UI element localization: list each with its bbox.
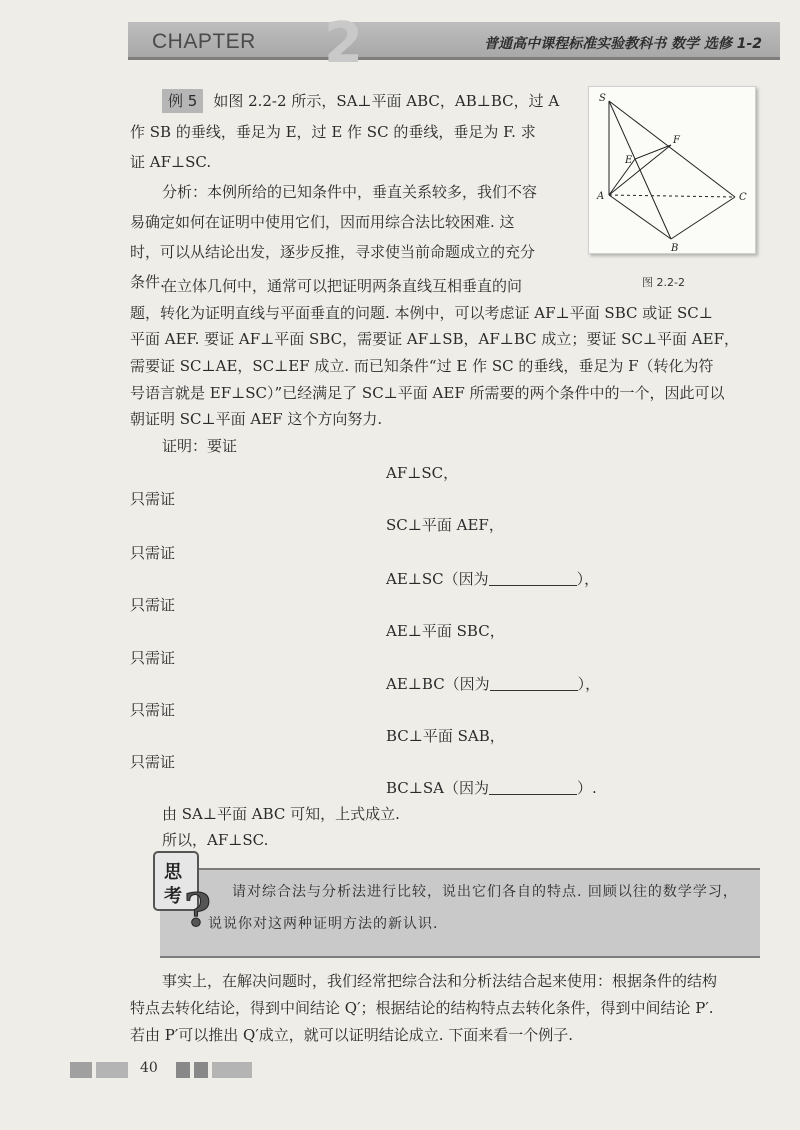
analysis-line-2: 易确定如何在证明中使用它们，因而用综合法比较困难. 这: [130, 213, 515, 231]
edge-SC: [609, 101, 735, 197]
analysis-line-4: 条件.: [130, 273, 165, 291]
footer-bar: [96, 1062, 128, 1078]
analysis-line-3: 时，可以从结论出发，逐步反推，寻求使当前命题成立的充分: [130, 243, 536, 261]
example-tag: 例 5: [162, 89, 203, 113]
example-line-2: 作 SB 的垂线，垂足为 E，过 E 作 SC 的垂线，垂足为 F. 求: [130, 123, 536, 141]
para2-line-1: 在立体几何中，通常可以把证明两条直线互相垂直的问: [162, 277, 523, 295]
proof-step-2: SC⊥平面 AEF，: [386, 516, 504, 534]
svg-text:考: 考: [164, 886, 182, 907]
footer-bar: [176, 1062, 190, 1078]
need-label-4: 只需证: [130, 649, 176, 667]
para2-line-4: 需要证 SC⊥AE，SC⊥EF 成立. 而已知条件“过 E 作 SC 的垂线，垂足为 F（转化为符: [130, 357, 714, 375]
page-number: 40: [140, 1060, 158, 1076]
para2-line-2: 题，转化为证明直线与平面垂直的问题. 本例中，可以考虑证 AF⊥平面 SBC 或证 SC⊥: [130, 304, 713, 322]
figure-caption: 图 2.2-2: [642, 276, 685, 289]
closing-line-2: 特点去转化结论，得到中间结论 Q′；根据结论的结构特点去转化条件，得到中间结论 P′.: [130, 999, 714, 1017]
proof-conclusion-1: 由 SA⊥平面 ABC 可知，上式成立.: [162, 805, 400, 823]
para2-line-3: 平面 AEF. 要证 AF⊥平面 SBC，需要证 AF⊥SB，AF⊥BC 成立；要证 SC⊥平面 AEF，: [130, 330, 739, 348]
svg-text:思: 思: [164, 862, 182, 883]
answer-blank-2[interactable]: [490, 673, 578, 691]
footer-bar: [194, 1062, 208, 1078]
need-label-1: 只需证: [130, 490, 176, 508]
svg-text:?: ?: [184, 883, 211, 937]
para2-line-5: 号语言就是 EF⊥SC）”已经满足了 SC⊥平面 AEF 所需要的两个条件中的一个，因此可以: [130, 384, 725, 402]
tetrahedron-diagram: [589, 87, 757, 255]
proof-step-3: AE⊥SC（因为 ），: [386, 570, 600, 588]
example-line-1: 例 5 如图 2.2-2 所示，SA⊥平面 ABC，AB⊥BC，过 A: [162, 86, 559, 116]
footer-bar: [70, 1062, 92, 1078]
label-F: F: [673, 135, 680, 146]
need-label-2: 只需证: [130, 544, 176, 562]
label-A: A: [597, 191, 605, 202]
closing-line-3: 若由 P′可以推出 Q′成立，就可以证明结论成立. 下面来看一个例子.: [130, 1026, 574, 1044]
segment-AF: [609, 145, 671, 195]
analysis-line-1: 分析：本例所给的已知条件中，垂直关系较多，我们不容: [162, 183, 538, 201]
footer-bar: [212, 1062, 252, 1078]
example-line-3: 证 AF⊥SC.: [130, 153, 212, 171]
segment-EF: [635, 145, 671, 159]
proof-step-1: AF⊥SC，: [386, 464, 459, 482]
proof-step-4: AE⊥平面 SBC，: [386, 622, 505, 640]
geometry-figure: [588, 86, 756, 254]
chapter-label: CHAPTER: [152, 30, 256, 53]
answer-blank-3[interactable]: [489, 777, 577, 795]
proof-step-7: BC⊥SA（因为 ）.: [386, 779, 597, 797]
label-S: S: [599, 93, 606, 104]
para2-line-6: 朝证明 SC⊥平面 AEF 这个方向努力.: [130, 410, 383, 428]
proof-step-6: BC⊥平面 SAB，: [386, 727, 505, 745]
label-B: B: [671, 243, 679, 254]
need-label-6: 只需证: [130, 753, 176, 771]
chapter-header: [128, 11, 780, 76]
edge-BC: [671, 197, 735, 239]
edge-AC: [609, 195, 735, 197]
book-title: 普通高中课程标准实验教科书 数学 选修 1-2: [484, 36, 762, 52]
closing-line-1: 事实上，在解决问题时，我们经常把综合法和分析法结合起来使用：根据条件的结构: [162, 972, 718, 990]
label-C: C: [739, 192, 747, 203]
label-E: E: [625, 155, 633, 166]
need-label-5: 只需证: [130, 701, 176, 719]
proof-intro: 证明：要证: [162, 437, 238, 455]
chapter-number: 2: [324, 11, 363, 76]
edge-AB: [609, 195, 671, 239]
need-label-3: 只需证: [130, 596, 176, 614]
proof-step-5: AE⊥BC（因为 ），: [386, 675, 601, 693]
think-prompt: 请对综合法与分析法进行比较，说出它们各自的特点. 回顾以往的数学学习，说说你对这两种证明方法的新认识.: [208, 884, 738, 932]
proof-conclusion-2: 所以，AF⊥SC.: [162, 831, 269, 849]
answer-blank-1[interactable]: [489, 568, 577, 586]
